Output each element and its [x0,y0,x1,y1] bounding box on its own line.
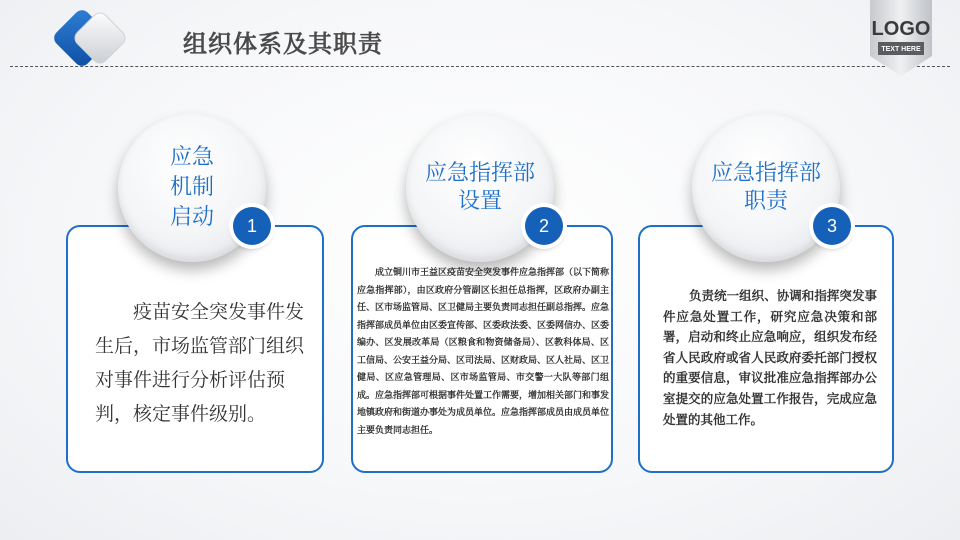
card-2-body: 成立铜川市王益区疫苗安全突发事件应急指挥部（以下简称应急指挥部），由区政府分管副区长担任总指挥，区政府办副主任、区市场监管局、区卫健局主要负责同志担任副总指挥。应急指挥部成员单位由区委宣传部、区委政法委、区委网信办、区委编办、区发展改革局（区粮食和物资储备局）、区教科体局、区工信局、公安王益分局、区司法局、区财政局、区人社局、区卫健局、区应急管理局、区市场监管局、市交警一大队等部门组成。应急指挥部可根据事件处置工作需要，增加相关部门和事发地镇政府和街道办事处为成员单位。应急指挥部成员由成员单位主要负责同志担任。 [357,268,610,436]
card-1-body: 疫苗安全突发事件发生后，市场监管部门组织对事件进行分析评估预判，核定事件级别。 [95,301,305,425]
card-3-heading: 应急指挥部 职责 [692,114,840,262]
card-2-heading: 应急指挥部 设置 [406,114,554,262]
logo-text: LOGO [871,18,931,40]
card-3-body: 负责统一组织、协调和指挥突发事件应急处置工作，研究应急决策和部署，启动和终止应急响应，组织发布经省人民政府或省人民政府委托部门授权的重要信息，审议批准应急指挥部办公室提交的应急处置工作报告，完成应急处置的其他工作。 [663,288,877,427]
logo-subtext: TEXT HERE [881,46,921,53]
card-3-number-badge: 3 [813,207,851,245]
card-1-number-badge: 1 [233,207,271,245]
brand-mark-icon [54,10,134,70]
card-2-number-badge: 2 [525,207,563,245]
title-divider [10,66,950,67]
card-1-heading: 应急 机制 启动 [118,114,266,262]
page-title: 组织体系及其职责 [183,30,383,58]
